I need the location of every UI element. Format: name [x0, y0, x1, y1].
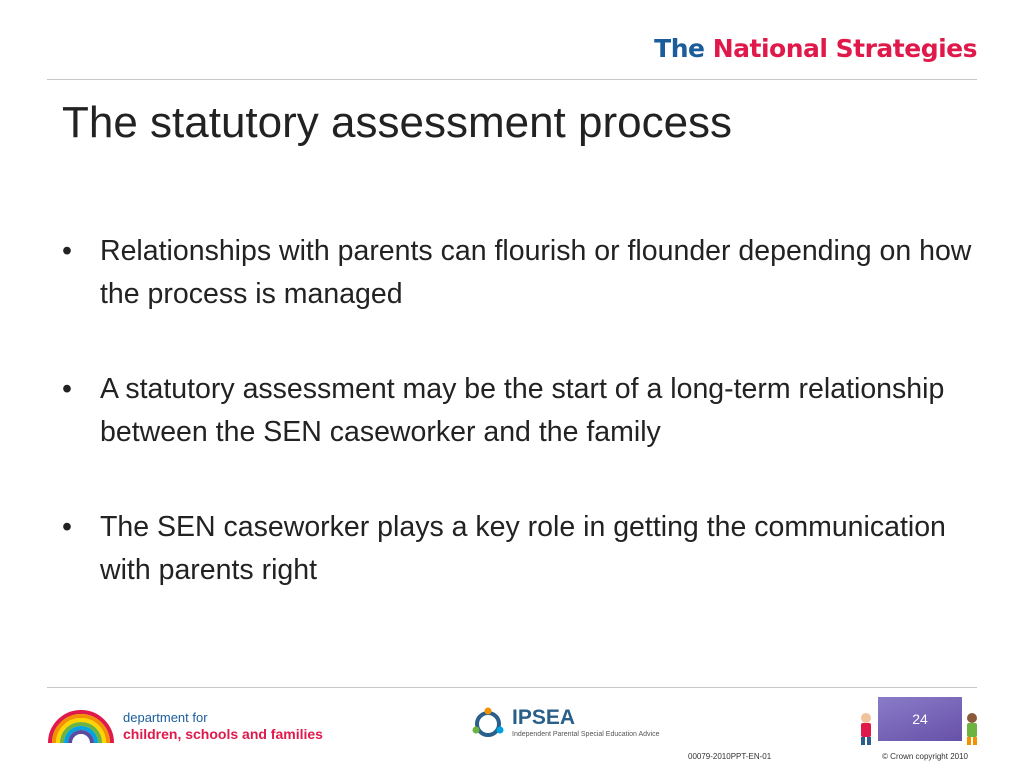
bullet-marker: •: [62, 373, 72, 405]
dcsf-logo: [47, 706, 323, 746]
reference-code: 00079-2010PPT-EN-01: [688, 752, 772, 761]
bullet-text: The SEN caseworker plays a key role in getting the communication with parents right: [100, 511, 946, 586]
bullet-item: [62, 230, 972, 316]
bullet-list: [62, 230, 972, 644]
national-strategies-logo: [654, 34, 977, 63]
ipsea-subtitle: Independent Parental Special Education Advice: [512, 731, 660, 738]
bullet-text: Relationships with parents can flourish or flounder depending on how the process is managed: [100, 235, 972, 310]
dcsf-line2: children, schools and families: [123, 726, 323, 742]
children-illustration-icon: [858, 712, 980, 748]
ipsea-name: IPSEA: [512, 706, 576, 729]
brand-the: The: [654, 34, 705, 63]
ipsea-people-icon: [470, 706, 506, 742]
footer-divider: [47, 687, 977, 688]
page-number: 24: [878, 697, 962, 741]
dcsf-line1: department for: [123, 710, 208, 725]
header-divider: [47, 79, 977, 80]
rainbow-icon: [47, 708, 115, 744]
brand-name: National Strategies: [712, 34, 977, 63]
slide-title: The statutory assessment process: [62, 98, 733, 147]
bullet-item: [62, 368, 972, 454]
bullet-text: A statutory assessment may be the start of a long-term relationship between the SEN caseworker and the family: [100, 373, 945, 448]
bullet-item: [62, 506, 972, 592]
copyright-notice: © Crown copyright 2010: [882, 752, 968, 761]
ipsea-logo: [470, 704, 660, 744]
bullet-marker: •: [62, 235, 72, 267]
bullet-marker: •: [62, 511, 72, 543]
